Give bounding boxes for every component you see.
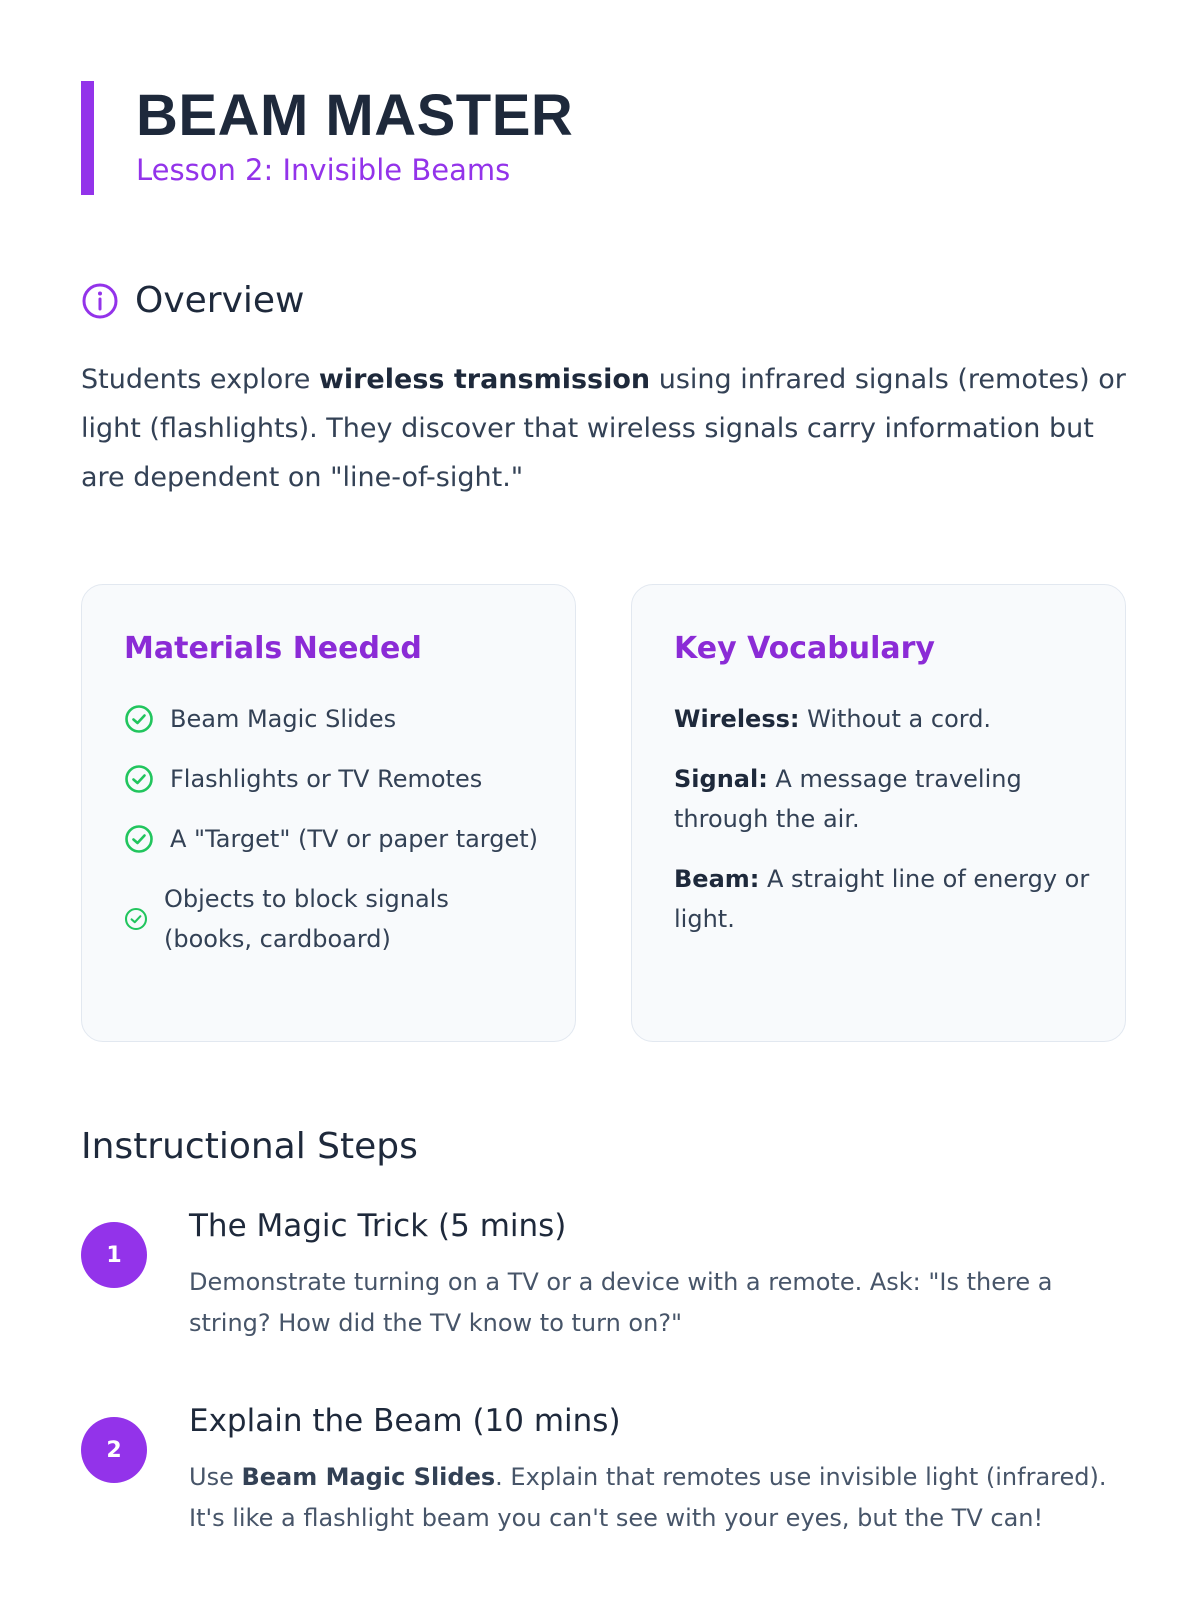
- vocabulary-list: [674, 699, 1094, 959]
- vocabulary-definition: A straight line of energy or light.: [674, 865, 1090, 933]
- vocabulary-definition: A message traveling through the air.: [674, 765, 1022, 833]
- vocabulary-item: [674, 859, 1094, 939]
- vocabulary-heading: Key Vocabulary: [674, 631, 935, 666]
- vocabulary-definition: Without a cord.: [799, 705, 992, 733]
- materials-card: [81, 584, 576, 1042]
- vocabulary-term: Signal:: [674, 765, 768, 793]
- lesson-subtitle: Lesson 2: Invisible Beams: [136, 153, 511, 187]
- page-title: BEAM MASTER: [136, 83, 574, 148]
- step-number-badge: 2: [81, 1417, 147, 1483]
- vocabulary-term: Wireless:: [674, 705, 800, 733]
- material-label: Objects to block signals (books, cardboard): [164, 885, 449, 953]
- step-title: Explain the Beam (10 mins): [189, 1403, 621, 1439]
- accent-bar: [81, 81, 94, 195]
- overview-heading-row: [81, 280, 305, 321]
- info-icon: [81, 282, 119, 320]
- vocabulary-item: [674, 759, 1094, 839]
- check-circle-icon: [124, 907, 148, 931]
- step-description: Use Beam Magic Slides. Explain that remotes use invisible light (infrared). It's like a flashlight beam you can't see with your eyes, but the TV can!: [189, 1463, 1107, 1532]
- material-label: Flashlights or TV Remotes: [170, 765, 483, 793]
- material-item: [124, 819, 544, 859]
- overview-text: Students explore wireless transmission using infrared signals (remotes) or light (flashlights). They discover that wireless signals carry information but are dependent on "line-of-sight.": [81, 364, 1126, 493]
- materials-heading: Materials Needed: [124, 631, 422, 666]
- steps-heading: Instructional Steps: [81, 1126, 418, 1167]
- check-circle-icon: [124, 704, 154, 734]
- step-number-badge: 1: [81, 1222, 147, 1288]
- overview-heading: Overview: [135, 280, 305, 321]
- material-label: A "Target" (TV or paper target): [170, 825, 539, 853]
- vocabulary-card: [631, 584, 1126, 1042]
- check-circle-icon: [124, 824, 154, 854]
- material-item: [124, 879, 544, 959]
- material-label: Beam Magic Slides: [170, 705, 397, 733]
- material-item: [124, 759, 544, 799]
- lesson-header: [81, 81, 781, 195]
- vocabulary-item: [674, 699, 1094, 739]
- step-title: The Magic Trick (5 mins): [189, 1208, 567, 1244]
- check-circle-icon: [124, 764, 154, 794]
- step-description: Demonstrate turning on a TV or a device with a remote. Ask: "Is there a string? How did the TV know to turn on?": [189, 1268, 1053, 1337]
- materials-list: [124, 699, 544, 979]
- vocabulary-term: Beam:: [674, 865, 760, 893]
- material-item: [124, 699, 544, 739]
